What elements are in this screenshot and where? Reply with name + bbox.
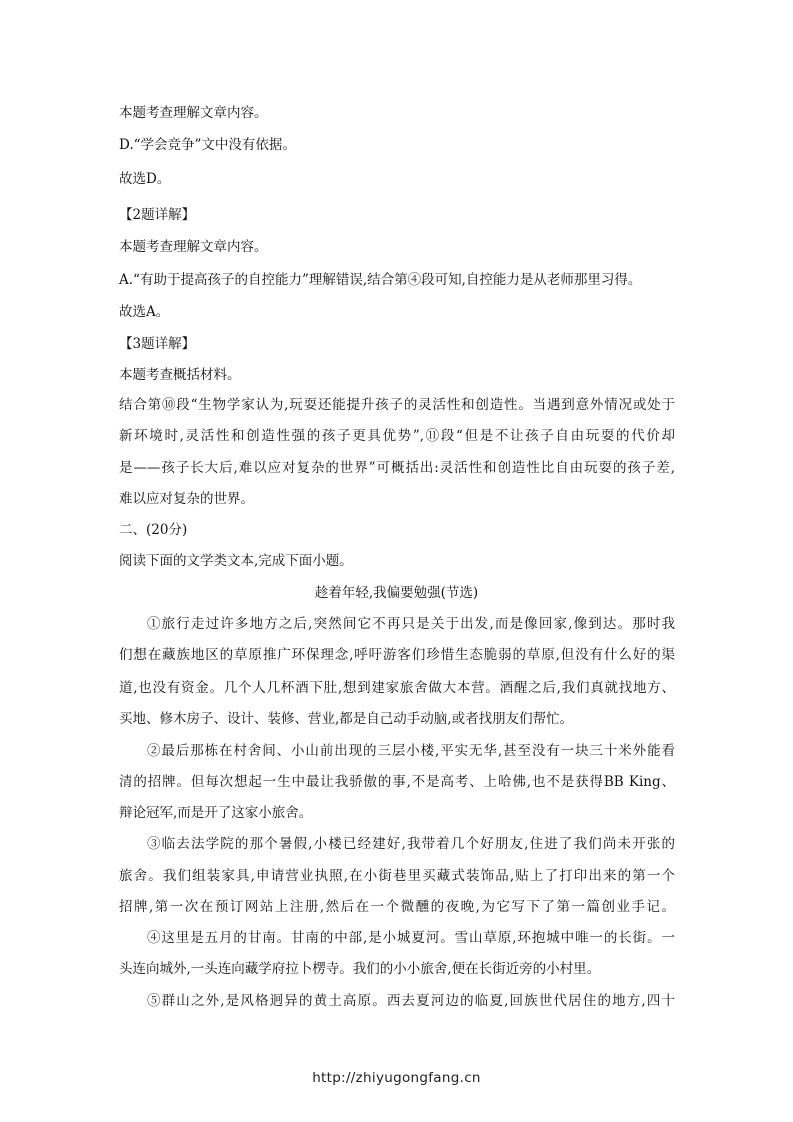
text-line: ②最后那栋在村舍间、小山前出现的三层小楼,平实无华,甚至没有一块三十米外能看 [147,743,675,759]
text-line: ③临去法学院的那个暑假,小楼已经建好,我带着几个好朋友,住进了我们尚未开张的 [147,836,675,852]
text-line: 辩论冠军,而是开了这家小旅舍。 [119,805,313,821]
text-line: 本题考查理解文章内容。 [119,105,268,121]
section-heading: 【3题详解】 [119,336,196,352]
text-line: 清的招牌。但每次想起一生中最让我骄傲的事,不是高考、上哈佛,也不是获得BB King、 [119,774,675,790]
section-heading: 二、(20分) [119,522,188,538]
text-line: 结合第⑩段“生物学家认为,玩耍还能提升孩子的灵活性和创造性。当遇到意外情况或处于 [119,397,675,413]
text-line: D.“学会竞争”文中没有依据。 [119,137,296,153]
text-line: A.“有助于提高孩子的自控能力”理解错误,结合第④段可知,自控能力是从老师那里习得。 [119,272,642,288]
text-line: ④这里是五月的甘南。甘南的中部,是小城夏河。雪山草原,环抱城中唯一的长街。一 [147,930,675,946]
text-line: 是——孩子长大后,难以应对复杂的世界”可概括出:灵活性和创造性比自由玩耍的孩子差, [119,460,675,476]
text-line: ①旅行走过许多地方之后,突然间它不再只是关于出发,而是像回家,像到达。那时我 [147,616,675,632]
section-heading: 【2题详解】 [119,207,196,223]
passage-title: 趁着年轻,我偏要勉强(节选) [314,585,479,601]
text-line: 们想在藏族地区的草原推广环保理念,呼吁游客们珍惜生态脆弱的草原,但没有什么好的渠 [119,647,675,663]
text-line: 难以应对复杂的世界。 [119,491,254,507]
text-line: 本题考查概括材料。 [119,367,241,383]
text-line: 阅读下面的文学类文本,完成下面小题。 [119,553,353,569]
text-line: 故选A。 [119,304,170,320]
text-line: 道,也没有资金。几个人几杯酒下肚,想到建家旅舍做大本营。酒醒之后,我们真就找地方、 [119,680,675,696]
text-line: 旅舍。我们组装家具,申请营业执照,在小街巷里买藏式装饰品,贴上了打印出来的第一个 [119,868,675,884]
text-line: 招牌,第一次在预订网站上注册,然后在一个微醺的夜晚,为它写下了第一篇创业手记。 [119,899,675,915]
text-line: ⑤群山之外,是风格迥异的黄土高原。西去夏河边的临夏,回族世代居住的地方,四十 [147,993,675,1009]
text-line: 故选D。 [119,171,171,187]
text-line: 买地、修木房子、设计、装修、营业,都是自己动手动脑,或者找朋友们帮忙。 [119,711,574,727]
text-line: 新环境时,灵活性和创造性强的孩子更具优势”,⑪段“但是不让孩子自由玩耍的代价却 [119,428,675,444]
text-line: 本题考查理解文章内容。 [119,239,268,255]
footer-url[interactable]: http://zhiyugongfang.cn [312,1070,481,1086]
text-line: 头连向城外,一头连向藏学府拉卜楞寺。我们的小小旅舍,便在长街近旁的小村里。 [119,961,601,977]
